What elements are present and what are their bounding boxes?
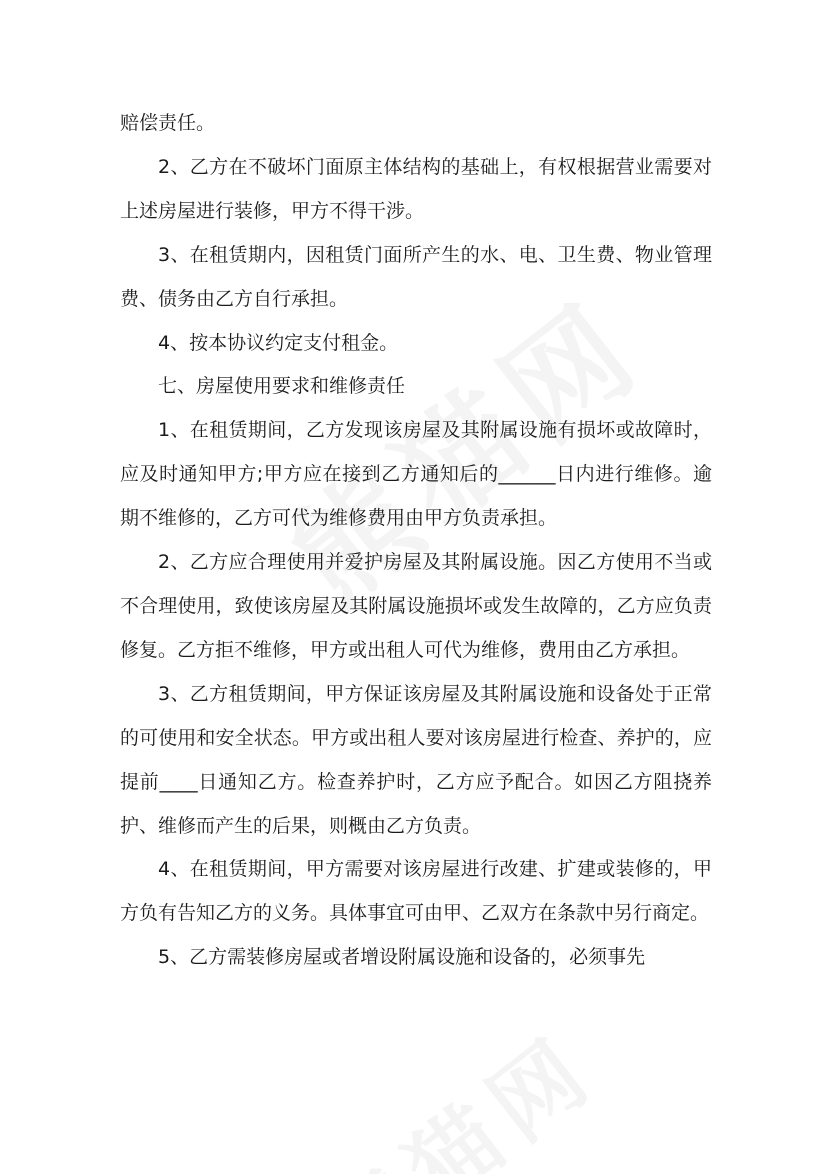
section-heading: 七、房屋使用要求和维修责任 bbox=[158, 375, 406, 398]
paragraph: 2、乙方在不破坏门面原主体结构的基础上，有权根据营业需要对上述房屋进行装修，甲方不得干涉。 bbox=[120, 155, 712, 222]
paragraph: 1、在租赁期间，乙方发现该房屋及其附属设施有损坏或故障时，应及时通知甲方;甲方应在接到乙方通知后的______日内进行维修。逾期不维修的，乙方可代为维修费用由甲方负责承担。 bbox=[120, 419, 712, 530]
paragraph: 3、乙方租赁期间，甲方保证该房屋及其附属设施和设备处于正常的可使用和安全状态。甲方或出租人要对该房屋进行检查、养护的，应提前____日通知乙方。检查养护时，乙方应予配合。如因乙方阻挠养护、维修而产生的后果，则概由乙方负责。 bbox=[120, 682, 712, 837]
paragraph: 4、按本协议约定支付租金。 bbox=[158, 331, 399, 354]
paragraph: 3、在租赁期内，因租赁门面所产生的水、电、卫生费、物业管理费、债务由乙方自行承担。 bbox=[120, 243, 712, 310]
paragraph: 4、在租赁期间，甲方需要对该房屋进行改建、扩建或装修的，甲方负有告知乙方的义务。具体事宜可由甲、乙双方在条款中另行商定。 bbox=[120, 858, 712, 925]
paragraph: 2、乙方应合理使用并爱护房屋及其附属设施。因乙方使用不当或不合理使用，致使该房屋及其附属设施损坏或发生故障的，乙方应负责修复。乙方拒不维修，甲方或出租人可代为维修，费用由乙方承担。 bbox=[120, 551, 712, 661]
document-body bbox=[120, 102, 712, 980]
watermark bbox=[293, 998, 619, 1174]
paragraph: 赔偿责任。 bbox=[120, 112, 216, 134]
paragraph: 5、乙方需装修房屋或者增设附属设施和设备的，必须事先 bbox=[158, 946, 646, 969]
